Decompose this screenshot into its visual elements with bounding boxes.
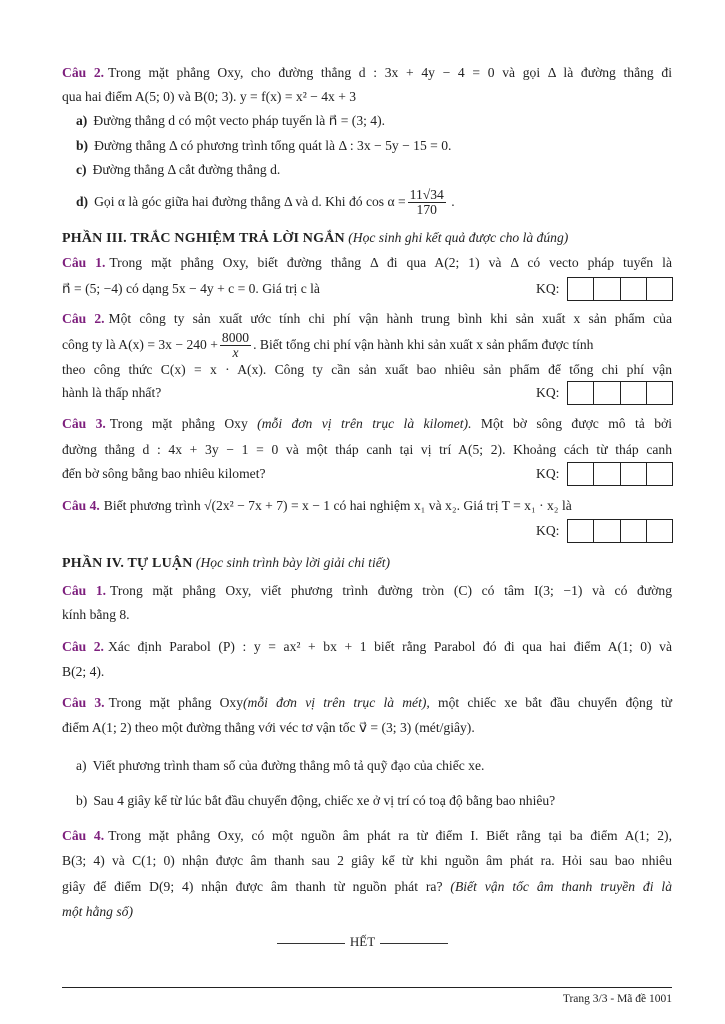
statement-b	[76, 136, 672, 156]
item-label: b)	[76, 793, 88, 808]
divider	[380, 943, 448, 944]
question-text: . Biết tổng chi phí vận hành khi sản xuất x sản phẩm được tính	[253, 337, 594, 352]
answer-cells[interactable]	[567, 277, 673, 301]
denominator: 170	[416, 202, 437, 218]
question-text: Trong mặt phẳng Oxy, cho đường thẳng d : 3x + 4y − 4 = 0 và gọi Δ là đường thẳng đi	[108, 65, 672, 80]
question-label: Câu 1.	[62, 255, 106, 270]
kq-label: KQ:	[536, 281, 560, 296]
question-label: Câu 3.	[62, 695, 105, 710]
p2q2-line1	[62, 63, 672, 83]
answer-cell[interactable]	[594, 520, 620, 542]
p3q4-line1	[62, 496, 672, 516]
kq-label: KQ:	[536, 466, 560, 481]
p3q3-line1	[62, 414, 672, 434]
answer-cell[interactable]	[568, 278, 594, 300]
question-label: Câu 4.	[62, 498, 100, 513]
p4q2-line1	[62, 637, 672, 657]
question-label: Câu 3.	[62, 416, 106, 431]
question-label: Câu 2.	[62, 65, 105, 80]
p3q2-line1	[62, 309, 672, 329]
answer-cell[interactable]	[568, 382, 594, 404]
statement-d	[76, 187, 672, 217]
footer-rule	[62, 987, 672, 988]
p4q3-item-b	[76, 791, 672, 811]
p4q3-line2: điểm A(1; 2) theo một đường thẳng với véc tơ vận tốc v⃗ = (3; 3) (mét/giây).	[62, 720, 475, 735]
p4q4-line3	[62, 877, 672, 897]
item-text: Viết phương trình tham số của đường thẳng mô tả quỹ đạo của chiếc xe.	[92, 758, 485, 773]
statement-a	[76, 111, 672, 131]
question-text: Trong mặt phẳng Oxy	[108, 695, 243, 710]
section-note: (Học sinh ghi kết quả được cho là đúng)	[348, 230, 569, 245]
item-text: Đường thẳng d có một vecto pháp tuyến là n⃗ = (3; 4).	[93, 113, 386, 128]
answer-cell[interactable]	[647, 278, 672, 300]
item-label: d)	[76, 194, 89, 209]
p4q4-line2: B(3; 4) và C(1; 0) nhận được âm thanh sau 2 giây kể từ khi nguồn âm phát ra. Hỏi sau bao nhiêu	[62, 853, 672, 868]
answer-cell[interactable]	[594, 278, 620, 300]
statement-c	[76, 160, 672, 180]
answer-cell[interactable]	[621, 278, 647, 300]
question-text: Trong mặt phẳng Oxy, có một nguồn âm phát ra từ điểm I. Biết rằng tại ba điểm A(1; 2),	[108, 828, 672, 843]
numerator: 8000	[221, 330, 250, 346]
p2q2-line2: qua hai điểm A(5; 0) và B(0; 3). y = f(x) = x² − 4x + 3	[62, 89, 357, 104]
question-text: Một công ty sản xuất ước tính chi phí vận hành trung bình khi sản xuất x sản phẩm của	[108, 311, 672, 326]
fraction	[408, 188, 446, 217]
answer-cell[interactable]	[621, 463, 647, 485]
p3q2-line4: hành là thấp nhất?	[62, 385, 162, 400]
question-label: Câu 1.	[62, 583, 107, 598]
question-note: (mỗi đơn vị trên trục là kilomet).	[257, 416, 472, 431]
p4q2-line2: B(2; 4).	[62, 664, 105, 679]
kq-label: KQ:	[536, 523, 560, 538]
p3q1-line2: n⃗ = (5; −4) có dạng 5x − 4y + c = 0. Giá trị c là	[62, 281, 320, 296]
question-note: (mỗi đơn vị trên trục là mét),	[243, 695, 430, 710]
p3q2-line2	[62, 330, 672, 360]
item-text: Sau 4 giây kể từ lúc bắt đầu chuyển động, chiếc xe ở vị trí có toạ độ bằng bao nhiêu?	[93, 793, 556, 808]
question-text: công ty là A(x) = 3x − 240 +	[62, 337, 218, 352]
item-label: a)	[76, 758, 87, 773]
p4q4-line4: một hằng số)	[62, 904, 133, 919]
answer-cells[interactable]	[567, 381, 673, 405]
section-title: PHẦN III. TRẮC NGHIỆM TRẢ LỜI NGẮN	[62, 231, 345, 246]
question-label: Câu 2.	[62, 311, 105, 326]
section-title: PHẦN IV. TỰ LUẬN	[62, 556, 193, 571]
item-text: Đường thẳng Δ cắt đường thẳng d.	[92, 162, 281, 177]
question-text: một chiếc xe bắt đầu chuyển động từ	[438, 695, 672, 710]
item-label: b)	[76, 138, 89, 153]
question-text: Trong mặt phẳng Oxy, biết đường thẳng Δ đi qua A(2; 1) và Δ có vecto pháp tuyến là	[109, 255, 672, 270]
question-label: Câu 4.	[62, 828, 105, 843]
page-footer: Trang 3/3 - Mã đề 1001	[562, 993, 672, 1005]
question-text: Xác định Parabol (P) : y = ax² + bx + 1 biết rằng Parabol đó đi qua hai điểm A(1; 0) và	[107, 639, 672, 654]
answer-cell[interactable]	[647, 382, 672, 404]
item-text: Đường thẳng Δ có phương trình tổng quát là Δ : 3x − 5y − 15 = 0.	[94, 138, 452, 153]
answer-cells[interactable]	[567, 462, 673, 486]
fraction	[220, 331, 251, 360]
p4q4-line1	[62, 826, 672, 846]
answer-cells[interactable]	[567, 519, 673, 543]
p3q1-line1	[62, 253, 672, 273]
answer-cell[interactable]	[647, 520, 672, 542]
question-text: Một bờ sông được mô tả bởi	[480, 416, 672, 431]
numerator: 11√34	[409, 187, 444, 203]
p4q3-line1	[62, 693, 672, 713]
question-label: Câu 2.	[62, 639, 104, 654]
p4q1-line1	[62, 581, 672, 601]
item-label: a)	[76, 113, 88, 128]
answer-cell[interactable]	[621, 520, 647, 542]
part4-heading	[62, 553, 672, 573]
answer-cell[interactable]	[647, 463, 672, 485]
question-text: Trong mặt phẳng Oxy	[109, 416, 248, 431]
end-text: HẾT	[349, 934, 376, 949]
p3q3-line2: đường thẳng d : 4x + 3y − 1 = 0 và một tháp canh tại vị trí A(5; 2). Khoảng cách từ tháp canh	[62, 442, 672, 457]
answer-cell[interactable]	[568, 520, 594, 542]
question-text: giây để điểm D(9; 4) nhận được âm thanh từ nguồn phát ra?	[62, 879, 443, 894]
answer-cell[interactable]	[568, 463, 594, 485]
answer-cell[interactable]	[594, 382, 620, 404]
end-mark	[0, 934, 725, 950]
answer-cell[interactable]	[621, 382, 647, 404]
denominator: x	[232, 345, 239, 361]
p4q1-line2: kính bằng 8.	[62, 607, 130, 622]
question-text: Trong mặt phẳng Oxy, viết phương trình đường tròn (C) có tâm I(3; −1) và có đường	[110, 583, 672, 598]
item-text: Gọi α là góc giữa hai đường thẳng Δ và d. Khi đó cos α =	[94, 194, 406, 209]
part3-heading	[62, 228, 672, 248]
divider	[277, 943, 345, 944]
p3q2-line3: theo công thức C(x) = x · A(x). Công ty cần sản xuất bao nhiêu sản phẩm để tổng chi phí vận	[62, 362, 672, 377]
section-note: (Học sinh trình bày lời giải chi tiết)	[195, 555, 391, 570]
item-tail: .	[451, 194, 455, 209]
p3q3-line3: đến bờ sông bằng bao nhiêu kilomet?	[62, 466, 266, 481]
answer-cell[interactable]	[594, 463, 620, 485]
question-text: Biết phương trình √(2x² − 7x + 7) = x − 1 có hai nghiệm x₁ và x₂. Giá trị T = x₁ · x₂ là	[103, 498, 572, 513]
p4q3-item-a	[76, 756, 672, 776]
item-label: c)	[76, 162, 87, 177]
kq-label: KQ:	[536, 385, 560, 400]
question-note: (Biết vận tốc âm thanh truyền đi là	[450, 879, 672, 894]
